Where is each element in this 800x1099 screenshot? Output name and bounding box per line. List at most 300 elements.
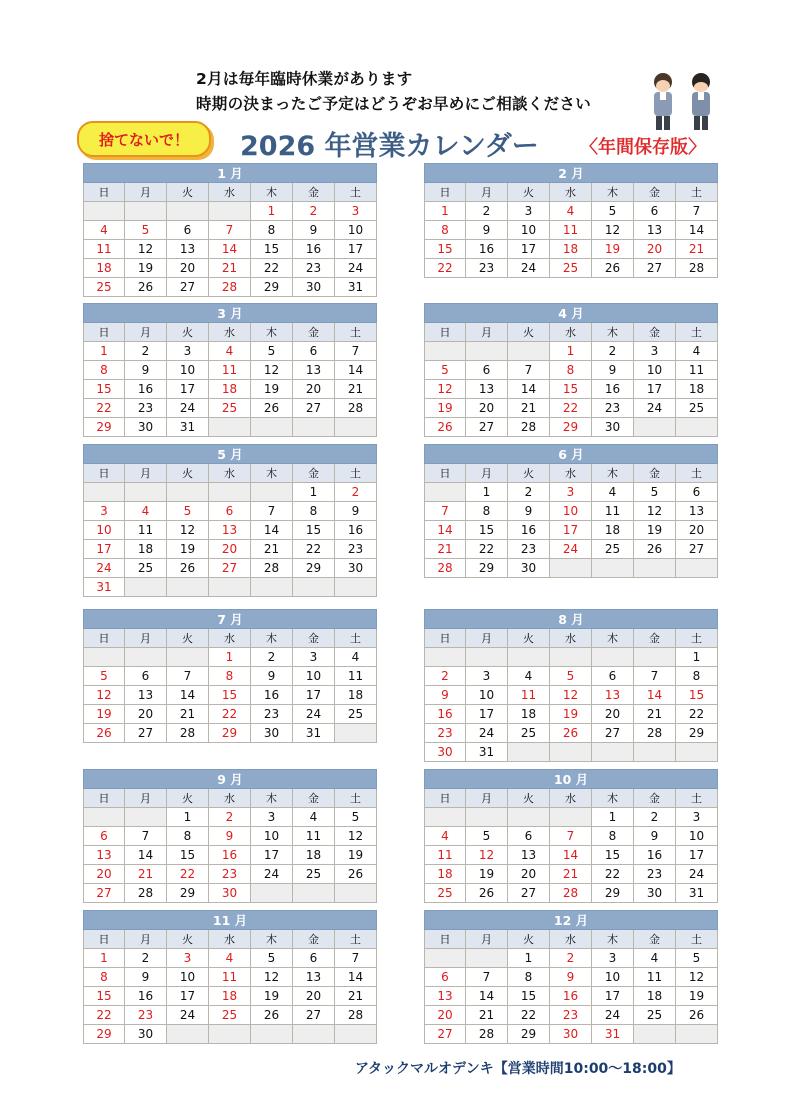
day-cell: 20: [508, 865, 550, 884]
closed-day-cell: 6: [424, 968, 466, 987]
day-cell: 19: [676, 987, 718, 1006]
closed-day-cell: 10: [550, 502, 592, 521]
day-cell: 7: [676, 202, 718, 221]
closed-day-cell: 22: [209, 705, 251, 724]
closed-day-cell: 5: [83, 667, 125, 686]
weekday-header: 日: [83, 323, 125, 342]
day-cell: 19: [634, 521, 676, 540]
weekday-header: 水: [209, 789, 251, 808]
empty-day-cell: [424, 949, 466, 968]
day-cell: 19: [466, 865, 508, 884]
month-grid: [424, 789, 718, 903]
weekday-header: 火: [508, 464, 550, 483]
day-cell: 3: [293, 648, 335, 667]
month-grid: [424, 464, 718, 578]
closed-day-cell: 17: [83, 540, 125, 559]
closed-day-cell: 22: [167, 865, 209, 884]
weekday-header: 水: [550, 629, 592, 648]
day-cell: 28: [251, 559, 293, 578]
day-cell: 1: [293, 483, 335, 502]
day-cell: 15: [466, 521, 508, 540]
day-cell: 24: [167, 399, 209, 418]
weekday-header: 木: [592, 464, 634, 483]
closed-day-cell: 8: [550, 361, 592, 380]
day-cell: 13: [293, 968, 335, 987]
weekday-header: 土: [676, 629, 718, 648]
closed-day-cell: 6: [83, 827, 125, 846]
closed-day-cell: 15: [550, 380, 592, 399]
day-cell: 9: [251, 667, 293, 686]
day-cell: 27: [293, 399, 335, 418]
day-cell: 28: [676, 259, 718, 278]
day-cell: 4: [508, 667, 550, 686]
closed-day-cell: 1: [83, 342, 125, 361]
closed-day-cell: 21: [125, 865, 167, 884]
closed-day-cell: 23: [550, 1006, 592, 1025]
weekday-header: 土: [676, 464, 718, 483]
day-cell: 12: [167, 521, 209, 540]
day-cell: 3: [634, 342, 676, 361]
day-cell: 18: [676, 380, 718, 399]
page-title: 2026 年営業カレンダー: [240, 131, 539, 162]
empty-day-cell: [251, 418, 293, 437]
day-cell: 15: [508, 987, 550, 1006]
empty-day-cell: [335, 418, 377, 437]
day-cell: 23: [508, 540, 550, 559]
day-cell: 1: [167, 808, 209, 827]
day-cell: 1: [508, 949, 550, 968]
day-cell: 28: [508, 418, 550, 437]
day-cell: 25: [634, 1006, 676, 1025]
day-cell: 21: [335, 380, 377, 399]
weekday-header: 火: [508, 789, 550, 808]
day-cell: 23: [125, 399, 167, 418]
weekday-header: 月: [125, 629, 167, 648]
empty-day-cell: [634, 648, 676, 667]
day-cell: 29: [167, 884, 209, 903]
weekday-header: 土: [335, 183, 377, 202]
month-title: 6 月: [424, 444, 718, 464]
empty-day-cell: [167, 648, 209, 667]
day-cell: 17: [251, 846, 293, 865]
day-cell: 10: [592, 968, 634, 987]
weekday-header: 火: [167, 183, 209, 202]
day-cell: 16: [634, 846, 676, 865]
empty-day-cell: [209, 202, 251, 221]
closed-day-cell: 27: [209, 559, 251, 578]
closed-day-cell: 18: [209, 380, 251, 399]
day-cell: 16: [335, 521, 377, 540]
closed-day-cell: 21: [424, 540, 466, 559]
closed-day-cell: 12: [83, 686, 125, 705]
month-calendar: [83, 444, 377, 597]
weekday-header: 金: [634, 629, 676, 648]
day-cell: 13: [167, 240, 209, 259]
day-cell: 11: [634, 968, 676, 987]
day-cell: 2: [592, 342, 634, 361]
day-cell: 27: [634, 259, 676, 278]
closed-day-cell: 12: [466, 846, 508, 865]
day-cell: 22: [251, 259, 293, 278]
empty-day-cell: [466, 808, 508, 827]
empty-day-cell: [508, 342, 550, 361]
dont-throw-away-badge: 捨てないで！: [77, 121, 211, 157]
month-grid: [424, 930, 718, 1044]
day-cell: 11: [335, 667, 377, 686]
day-cell: 2: [251, 648, 293, 667]
empty-day-cell: [550, 808, 592, 827]
day-cell: 8: [592, 827, 634, 846]
day-cell: 14: [167, 686, 209, 705]
day-cell: 24: [167, 1006, 209, 1025]
day-cell: 4: [676, 342, 718, 361]
weekday-header: 金: [634, 930, 676, 949]
weekday-header: 金: [293, 464, 335, 483]
empty-day-cell: [508, 808, 550, 827]
closed-day-cell: 13: [592, 686, 634, 705]
day-cell: 7: [335, 949, 377, 968]
weekday-header: 木: [251, 789, 293, 808]
day-cell: 17: [335, 240, 377, 259]
closed-day-cell: 4: [83, 221, 125, 240]
empty-day-cell: [83, 202, 125, 221]
day-cell: 13: [293, 361, 335, 380]
day-cell: 5: [634, 483, 676, 502]
day-cell: 26: [335, 865, 377, 884]
closed-day-cell: 3: [550, 483, 592, 502]
weekday-header: 水: [209, 183, 251, 202]
day-cell: 9: [508, 502, 550, 521]
day-cell: 25: [125, 559, 167, 578]
store-footer: アタックマルオデンキ【営業時間10:00～18:00】: [355, 1061, 681, 1077]
closed-day-cell: 11: [508, 686, 550, 705]
day-cell: 18: [634, 987, 676, 1006]
month-calendar: [424, 444, 718, 578]
weekday-header: 月: [466, 464, 508, 483]
day-cell: 9: [125, 361, 167, 380]
day-cell: 8: [466, 502, 508, 521]
weekday-header: 土: [335, 629, 377, 648]
day-cell: 2: [508, 483, 550, 502]
closed-day-cell: 13: [424, 987, 466, 1006]
day-cell: 29: [592, 884, 634, 903]
day-cell: 16: [592, 380, 634, 399]
weekday-header: 水: [550, 183, 592, 202]
closed-day-cell: 19: [83, 705, 125, 724]
day-cell: 7: [508, 361, 550, 380]
day-cell: 7: [335, 342, 377, 361]
day-cell: 10: [167, 968, 209, 987]
closed-day-cell: 8: [83, 361, 125, 380]
day-cell: 28: [335, 1006, 377, 1025]
empty-day-cell: [125, 648, 167, 667]
closed-day-cell: 21: [209, 259, 251, 278]
empty-day-cell: [634, 418, 676, 437]
weekday-header: 金: [293, 629, 335, 648]
closed-day-cell: 2: [293, 202, 335, 221]
day-cell: 20: [676, 521, 718, 540]
day-cell: 14: [508, 380, 550, 399]
closed-day-cell: 3: [83, 502, 125, 521]
closed-day-cell: 12: [550, 686, 592, 705]
empty-day-cell: [550, 648, 592, 667]
empty-day-cell: [550, 743, 592, 762]
empty-day-cell: [83, 648, 125, 667]
day-cell: 22: [293, 540, 335, 559]
empty-day-cell: [209, 418, 251, 437]
day-cell: 27: [125, 724, 167, 743]
day-cell: 9: [125, 968, 167, 987]
closed-day-cell: 14: [424, 521, 466, 540]
day-cell: 13: [125, 686, 167, 705]
day-cell: 17: [676, 846, 718, 865]
month-title: 7 月: [83, 609, 377, 629]
day-cell: 7: [634, 667, 676, 686]
day-cell: 18: [293, 846, 335, 865]
empty-day-cell: [424, 648, 466, 667]
weekday-header: 金: [293, 183, 335, 202]
month-calendar: [424, 163, 718, 278]
closed-day-cell: 11: [424, 846, 466, 865]
day-cell: 16: [508, 521, 550, 540]
day-cell: 8: [251, 221, 293, 240]
empty-day-cell: [167, 483, 209, 502]
weekday-header: 木: [592, 789, 634, 808]
day-cell: 20: [167, 259, 209, 278]
weekday-header: 火: [508, 930, 550, 949]
day-cell: 17: [508, 240, 550, 259]
day-cell: 26: [125, 278, 167, 297]
month-grid: [83, 323, 377, 437]
day-cell: 23: [466, 259, 508, 278]
empty-day-cell: [209, 1025, 251, 1044]
day-cell: 22: [466, 540, 508, 559]
empty-day-cell: [550, 559, 592, 578]
closed-day-cell: 19: [592, 240, 634, 259]
day-cell: 28: [335, 399, 377, 418]
day-cell: 29: [293, 559, 335, 578]
closed-day-cell: 16: [209, 846, 251, 865]
empty-day-cell: [83, 483, 125, 502]
weekday-header: 木: [592, 930, 634, 949]
day-cell: 24: [293, 705, 335, 724]
day-cell: 17: [167, 380, 209, 399]
weekday-header: 火: [167, 323, 209, 342]
day-cell: 11: [676, 361, 718, 380]
day-cell: 16: [125, 380, 167, 399]
month-title: 5 月: [83, 444, 377, 464]
day-cell: 26: [676, 1006, 718, 1025]
closed-day-cell: 8: [209, 667, 251, 686]
weekday-header: 火: [167, 464, 209, 483]
day-cell: 1: [676, 648, 718, 667]
closed-day-cell: 16: [550, 987, 592, 1006]
day-cell: 22: [508, 1006, 550, 1025]
month-calendar: [83, 609, 377, 743]
closed-day-cell: 25: [209, 1006, 251, 1025]
day-cell: 23: [251, 705, 293, 724]
day-cell: 19: [167, 540, 209, 559]
day-cell: 9: [335, 502, 377, 521]
weekday-header: 土: [676, 789, 718, 808]
weekday-header: 木: [251, 183, 293, 202]
day-cell: 21: [335, 987, 377, 1006]
day-cell: 14: [466, 987, 508, 1006]
day-cell: 31: [335, 278, 377, 297]
day-cell: 11: [293, 827, 335, 846]
day-cell: 10: [293, 667, 335, 686]
closed-day-cell: 5: [550, 667, 592, 686]
closed-day-cell: 18: [209, 987, 251, 1006]
weekday-header: 日: [424, 183, 466, 202]
closed-day-cell: 1: [251, 202, 293, 221]
day-cell: 15: [592, 846, 634, 865]
day-cell: 16: [293, 240, 335, 259]
weekday-header: 火: [167, 629, 209, 648]
closed-day-cell: 15: [83, 987, 125, 1006]
empty-day-cell: [293, 578, 335, 597]
day-cell: 8: [676, 667, 718, 686]
empty-day-cell: [592, 648, 634, 667]
closed-day-cell: 19: [550, 705, 592, 724]
weekday-header: 日: [424, 789, 466, 808]
closed-day-cell: 10: [83, 521, 125, 540]
day-cell: 25: [508, 724, 550, 743]
day-cell: 10: [466, 686, 508, 705]
day-cell: 10: [167, 361, 209, 380]
day-cell: 30: [125, 418, 167, 437]
weekday-header: 日: [83, 789, 125, 808]
day-cell: 21: [251, 540, 293, 559]
closed-day-cell: 20: [209, 540, 251, 559]
empty-day-cell: [293, 884, 335, 903]
closed-day-cell: 25: [83, 278, 125, 297]
day-cell: 15: [167, 846, 209, 865]
closed-day-cell: 2: [209, 808, 251, 827]
day-cell: 27: [592, 724, 634, 743]
day-cell: 24: [335, 259, 377, 278]
day-cell: 13: [508, 846, 550, 865]
closed-day-cell: 11: [550, 221, 592, 240]
day-cell: 14: [335, 361, 377, 380]
day-cell: 17: [293, 686, 335, 705]
empty-day-cell: [676, 743, 718, 762]
closed-day-cell: 1: [424, 202, 466, 221]
closed-day-cell: 9: [209, 827, 251, 846]
day-cell: 19: [251, 380, 293, 399]
day-cell: 3: [466, 667, 508, 686]
empty-day-cell: [676, 559, 718, 578]
day-cell: 6: [293, 949, 335, 968]
day-cell: 6: [125, 667, 167, 686]
day-cell: 26: [466, 884, 508, 903]
day-cell: 3: [167, 342, 209, 361]
closed-day-cell: 21: [550, 865, 592, 884]
weekday-header: 月: [125, 930, 167, 949]
day-cell: 30: [125, 1025, 167, 1044]
month-calendar: [424, 769, 718, 903]
closed-day-cell: 2: [424, 667, 466, 686]
day-cell: 11: [592, 502, 634, 521]
weekday-header: 土: [676, 323, 718, 342]
day-cell: 24: [592, 1006, 634, 1025]
day-cell: 2: [125, 949, 167, 968]
closed-day-cell: 15: [83, 380, 125, 399]
weekday-header: 月: [466, 930, 508, 949]
closed-day-cell: 30: [209, 884, 251, 903]
day-cell: 6: [676, 483, 718, 502]
closed-day-cell: 1: [550, 342, 592, 361]
empty-day-cell: [508, 648, 550, 667]
day-cell: 5: [676, 949, 718, 968]
day-cell: 10: [251, 827, 293, 846]
empty-day-cell: [251, 578, 293, 597]
day-cell: 26: [251, 1006, 293, 1025]
month-grid: [83, 183, 377, 297]
closed-day-cell: 17: [550, 521, 592, 540]
weekday-header: 月: [125, 183, 167, 202]
day-cell: 16: [125, 987, 167, 1006]
closed-day-cell: 25: [550, 259, 592, 278]
day-cell: 25: [676, 399, 718, 418]
day-cell: 6: [466, 361, 508, 380]
weekday-header: 金: [293, 789, 335, 808]
closed-day-cell: 6: [209, 502, 251, 521]
day-cell: 6: [592, 667, 634, 686]
weekday-header: 土: [676, 930, 718, 949]
day-cell: 9: [293, 221, 335, 240]
day-cell: 23: [592, 399, 634, 418]
day-cell: 8: [293, 502, 335, 521]
weekday-header: 火: [508, 323, 550, 342]
empty-day-cell: [335, 578, 377, 597]
day-cell: 16: [251, 686, 293, 705]
day-cell: 24: [466, 724, 508, 743]
weekday-header: 土: [335, 930, 377, 949]
weekday-header: 火: [167, 930, 209, 949]
closed-day-cell: 29: [550, 418, 592, 437]
day-cell: 7: [167, 667, 209, 686]
empty-day-cell: [125, 808, 167, 827]
weekday-header: 金: [293, 930, 335, 949]
closed-day-cell: 11: [83, 240, 125, 259]
closed-day-cell: 15: [676, 686, 718, 705]
weekday-header: 土: [676, 183, 718, 202]
month-title: 8 月: [424, 609, 718, 629]
closed-day-cell: 18: [424, 865, 466, 884]
day-cell: 21: [466, 1006, 508, 1025]
weekday-header: 土: [335, 789, 377, 808]
closed-day-cell: 29: [209, 724, 251, 743]
day-cell: 18: [335, 686, 377, 705]
closed-day-cell: 14: [209, 240, 251, 259]
day-cell: 13: [634, 221, 676, 240]
weekday-header: 木: [592, 629, 634, 648]
day-cell: 16: [466, 240, 508, 259]
closed-day-cell: 28: [550, 884, 592, 903]
day-cell: 27: [508, 884, 550, 903]
closed-day-cell: 18: [550, 240, 592, 259]
day-cell: 12: [634, 502, 676, 521]
day-cell: 12: [251, 968, 293, 987]
day-cell: 29: [508, 1025, 550, 1044]
empty-day-cell: [293, 418, 335, 437]
weekday-header: 月: [466, 789, 508, 808]
empty-day-cell: [335, 1025, 377, 1044]
empty-day-cell: [125, 483, 167, 502]
day-cell: 29: [251, 278, 293, 297]
day-cell: 23: [293, 259, 335, 278]
